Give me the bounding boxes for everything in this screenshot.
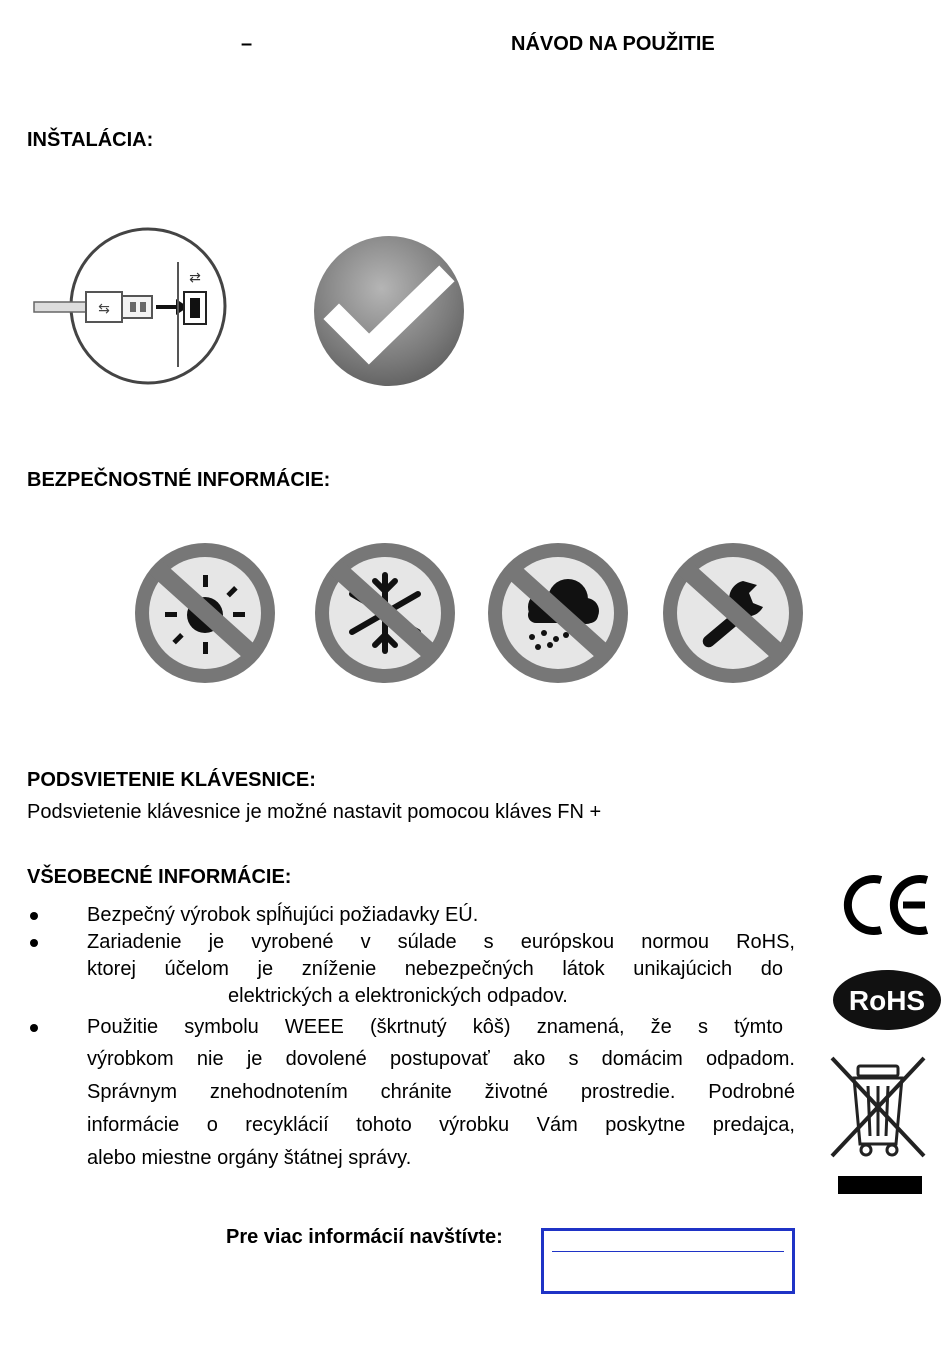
- backlight-text: Podsvietenie klávesnice je možné nastavit pomocou kláves FN +: [27, 801, 602, 823]
- general-bullet-2-line-2: ktorej účelom je zníženie nebezpečných látok unikajúcich do: [87, 958, 783, 980]
- rohs-mark-icon: [831, 968, 943, 1032]
- general-bullet-2-line-3: elektrických a elektronických odpadov.: [228, 985, 568, 1007]
- backlight-heading: PODSVIETENIE KLÁVESNICE:: [27, 769, 316, 791]
- svg-text:⇆: ⇆: [98, 301, 110, 317]
- usb-plug-illustration: [30, 222, 230, 392]
- website-link-box[interactable]: [541, 1228, 795, 1294]
- no-repair-icon: [661, 541, 811, 691]
- bullet-marker: [28, 937, 40, 949]
- svg-text:⇄: ⇄: [189, 270, 201, 286]
- general-bullet-2-line-1: Zariadenie je vyrobené v súlade s európskou normou RoHS,: [87, 931, 795, 953]
- bullet-marker: [28, 1022, 40, 1034]
- footer-text: Pre viac informácií navštívte:: [226, 1226, 503, 1248]
- general-bullet-3-line-2: výrobkom nie je dovolené postupovať ako s domácim odpadom.: [87, 1048, 795, 1070]
- ce-mark-icon: [843, 870, 935, 940]
- no-sun-icon: [133, 541, 283, 691]
- bullet-marker: [28, 910, 40, 922]
- weee-crossed-bin-icon: [828, 1052, 928, 1197]
- general-bullet-3-line-4: informácie o recyklácií tohoto výrobku Vám poskytne predajca,: [87, 1114, 795, 1136]
- no-rain-icon: [486, 541, 636, 691]
- rohs-label: RoHS: [848, 985, 926, 1016]
- general-bullet-3-line-5: alebo miestne orgány štátnej správy.: [87, 1147, 412, 1169]
- no-frost-icon: [313, 541, 463, 691]
- check-badge-icon: [311, 233, 471, 393]
- general-bullet-3-line-3: Správnym znehodnotením chránite životné prostredie. Podrobné: [87, 1081, 795, 1103]
- page-title: NÁVOD NA POUŽITIE: [511, 33, 715, 55]
- header-dash: –: [241, 33, 253, 55]
- general-heading: VŠEOBECNÉ INFORMÁCIE:: [27, 866, 292, 888]
- safety-heading: BEZPEČNOSTNÉ INFORMÁCIE:: [27, 469, 331, 491]
- general-bullet-1: Bezpečný výrobok spĺňujúci požiadavky EÚ.: [87, 904, 479, 926]
- website-link-underline[interactable]: [552, 1251, 784, 1252]
- installation-heading: INŠTALÁCIA:: [27, 129, 154, 151]
- general-bullet-3-line-1: Použitie symbolu WEEE (škrtnutý kôš) znamená, že s týmto: [87, 1016, 783, 1038]
